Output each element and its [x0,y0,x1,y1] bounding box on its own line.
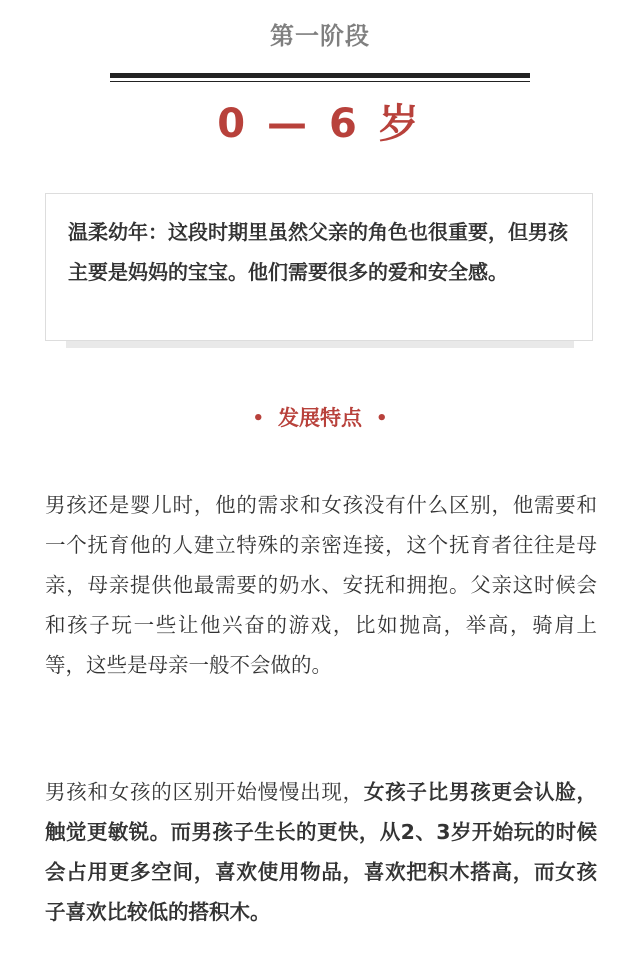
summary-text: 温柔幼年：这段时期里虽然父亲的角色也很重要，但男孩主要是妈妈的宝宝。他们需要很多的爱和安全感。 [68,220,568,284]
stage-label: 第一阶段 [270,22,370,50]
paragraph-2-bold: 女孩子比男孩更会认脸，触觉更敏锐。而男孩子生长的更快，从2、3岁开始玩的时候会占用更多空间，喜欢使用物品，喜欢把积木搭高，而女孩子喜欢比较低的搭积木。 [45,780,598,924]
bullet-right: • [376,408,388,429]
divider-thick [110,73,530,78]
section-heading [0,402,640,432]
divider-thin [110,81,530,82]
body-paragraph-1: 男孩还是婴儿时，他的需求和女孩没有什么区别，他需要和一个抚育他的人建立特殊的亲密连接，这个抚育者往往是母亲，母亲提供他最需要的奶水、安抚和拥抱。父亲这时候会和孩子玩一些让他兴奋的游戏，比如抛高，举高，骑肩上等，这些是母亲一般不会做的。 [45,493,597,677]
section-title: 发展特点 [278,406,362,430]
age-range-title: 0 — 6 岁 [217,101,423,147]
bullet-left: • [252,408,264,429]
paragraph-2-plain: 男孩和女孩的区别开始慢慢出现， [45,780,364,804]
summary-box [45,193,593,341]
body-paragraph-2 [45,772,597,932]
